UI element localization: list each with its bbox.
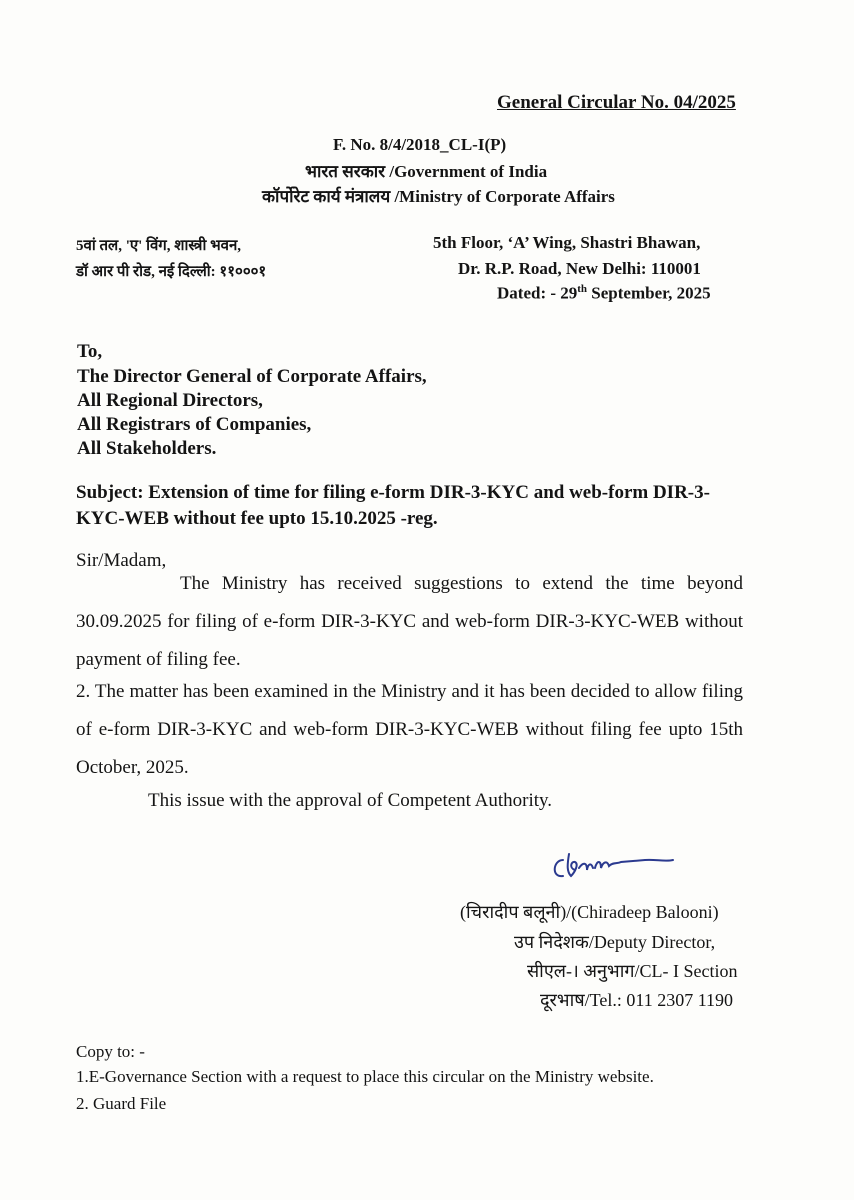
recipient-item: The Director General of Corporate Affairs, [77,366,427,387]
signatory-telephone: दूरभाष/Tel.: 011 2307 1190 [540,990,734,1010]
circular-number: General Circular No. 04/2025 [497,92,736,113]
signatory-section: सीएल-। अनुभाग/CL- I Section [527,961,738,981]
paragraph-2: 2. The matter has been examined in the Ministry and it has been decided to allow filing of e-form DIR-3-KYC and web-form DIR-3-KYC-WEB without filing fee upto 15th October, 2025. [76,681,743,778]
hindi-address-line2: डॉ आर पी रोड, नई दिल्ली: ११०००१ [76,264,267,280]
signature-scribble [545,842,685,888]
paragraph-1: The Ministry has received suggestions to extend the time beyond 30.09.2025 for filing of e-form DIR-3-KYC and web-form DIR-3-KYC-WEB without payment of filing fee. [76,573,743,670]
file-number: F. No. 8/4/2018_CL-I(P) [333,135,507,154]
recipient-item: All Stakeholders. [77,438,217,459]
copy-to-heading: Copy to: - [76,1042,145,1061]
english-address-line2: Dr. R.P. Road, New Delhi: 110001 [458,259,701,278]
date-line [497,283,711,304]
date-ordinal: th [577,283,588,295]
government-heading: भारत सरकार /Government of India [305,162,548,181]
copy-to-item: 1.E-Governance Section with a request to place this circular on the Ministry website. [76,1067,654,1086]
date-suffix: September, 2025 [587,283,711,303]
signatory-name: (चिरादीप बलूनी)/(Chiradeep Balooni) [460,902,719,922]
subject-line: Subject: Extension of time for filing e-form DIR-3-KYC and web-form DIR-3-KYC-WEB without fee upto 15.10.2025 -reg. [76,482,710,529]
ministry-heading: कॉर्पोरेट कार्य मंत्रालय /Ministry of Corporate Affairs [262,187,615,206]
hindi-address-line1: 5वां तल, 'ए' विंग, शास्त्री भवन, [76,238,242,254]
signatory-designation: उप निदेशक/Deputy Director, [514,932,716,952]
to-label: To, [77,341,103,362]
copy-to-item: 2. Guard File [76,1094,167,1113]
recipient-item: All Regional Directors, [77,390,263,411]
recipient-item: All Registrars of Companies, [77,414,312,435]
approval-line: This issue with the approval of Competent Authority. [148,790,553,811]
date-prefix: Dated: - 29 [497,283,578,303]
english-address-line1: 5th Floor, ‘A’ Wing, Shastri Bhawan, [433,233,701,252]
salutation: Sir/Madam, [76,550,167,571]
